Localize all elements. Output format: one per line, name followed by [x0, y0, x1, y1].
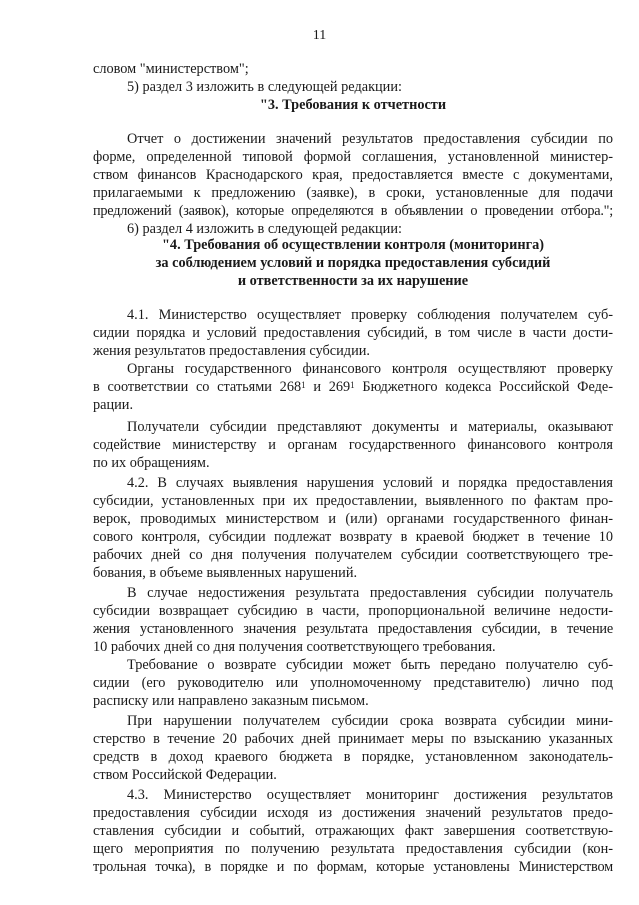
text-line: 10 рабочих дней со дня получения соответствующего требования. [93, 639, 496, 655]
text-fragment: и 269 [305, 379, 351, 395]
superscript: 1 [350, 380, 355, 390]
superscript: 1 [301, 380, 306, 390]
text-line: щего мероприятия по получению результата предоставления субсидии (кон- [93, 841, 613, 857]
text-line: жения установленного значения результата предоставления субсидии, в течение [93, 621, 613, 637]
page-number: 11 [312, 28, 327, 43]
section-4-heading: за соблюдением условий и порядка предоставления субсидий [155, 255, 551, 271]
text-line: стерство в течение 20 рабочих дней принимает меры по взысканию указанных [93, 731, 613, 747]
text-line: содействие министерству и органам государственного финансового контроля [93, 437, 613, 453]
text-line: 5) раздел 3 изложить в следующей редакции: [127, 79, 402, 95]
text-fragment: в соответствии со статьями 268 [93, 379, 302, 395]
text-line: расписку или направлено заказным письмом. [93, 693, 369, 709]
text-line: рабочих дней со дня получения получателем субсидии соответствующего тре- [93, 547, 613, 563]
text-line: 4.1. Министерство осуществляет проверку соблюдения получателем суб- [127, 307, 613, 323]
text-line: Отчет о достижении значений результатов предоставления субсидии по [127, 131, 613, 147]
section-4-heading: "4. Требования об осуществлении контроля (мониторинга) [161, 237, 544, 253]
text-line: предложений (заявок), которые определяются в объявлении о проведении отбора."; [93, 203, 613, 219]
text-line: сидии порядка и условий предоставления субсидий, в том числе в части дости- [93, 325, 613, 341]
text-line: Получатели субсидии представляют документы и материалы, оказывают [127, 419, 613, 435]
text-line: сового контроля, субсидии подлежат возврату в краевой бюджет в течение 10 [93, 529, 613, 545]
text-line [93, 378, 613, 396]
text-line: верок, проводимых министерством и (или) органами государственного финан- [93, 511, 613, 527]
text-line: субсидии возвращает субсидию в части, пропорциональной величине недости- [93, 603, 613, 619]
text-line: словом "министерством"; [93, 61, 249, 77]
text-line: 6) раздел 4 изложить в следующей редакции: [127, 221, 402, 237]
text-line: Органы государственного финансового контроля осуществляют проверку [127, 361, 613, 377]
text-line: средств в доход краевого бюджета в порядке, установленном законодатель- [93, 749, 613, 765]
text-line: ставления субсидии и событий, отражающих факт завершения соответствую- [93, 823, 613, 839]
text-line: В случае недостижения результата предоставления субсидии получатель [127, 585, 613, 601]
section-4-heading: и ответственности за их нарушение [237, 273, 469, 289]
text-fragment: Бюджетного кодекса Российской Феде- [354, 379, 614, 395]
text-line: жения результатов предоставления субсидии. [93, 343, 370, 359]
text-line: субсидии, установленных при их предоставлении, выявленного по фактам про- [93, 493, 613, 509]
text-line: рации. [93, 397, 134, 413]
text-line: по их обращениям. [93, 455, 210, 471]
text-line: бования, в объеме выявленных нарушений. [93, 565, 358, 581]
text-line: 4.2. В случаях выявления нарушения условий и порядка предоставления [127, 475, 613, 491]
text-line: При нарушении получателем субсидии срока возврата субсидии мини- [127, 713, 613, 729]
text-line: сидии (его руководителю или уполномоченному представителю) лично под [93, 675, 613, 691]
text-line: ством финансов Краснодарского края, предоставляется вместе с документами, [93, 167, 613, 183]
text-line: Требование о возврате субсидии может быть передано получателю суб- [127, 657, 613, 673]
text-line: форме, определенной типовой формой соглашения, установленной министер- [93, 149, 613, 165]
text-line: ством Российской Федерации. [93, 767, 277, 783]
text-line: прилагаемыми к предложению (заявке), в сроки, установленные для подачи [93, 185, 613, 201]
text-line: трольная точка), в порядке и по формам, которые установлены Министерством [93, 859, 613, 875]
text-line: предоставления субсидии исходя из достижения значений результатов предо- [93, 805, 613, 821]
text-line: 4.3. Министерство осуществляет мониторинг достижения результатов [127, 787, 613, 803]
section-3-heading: "3. Требования к отчетности [259, 97, 447, 113]
